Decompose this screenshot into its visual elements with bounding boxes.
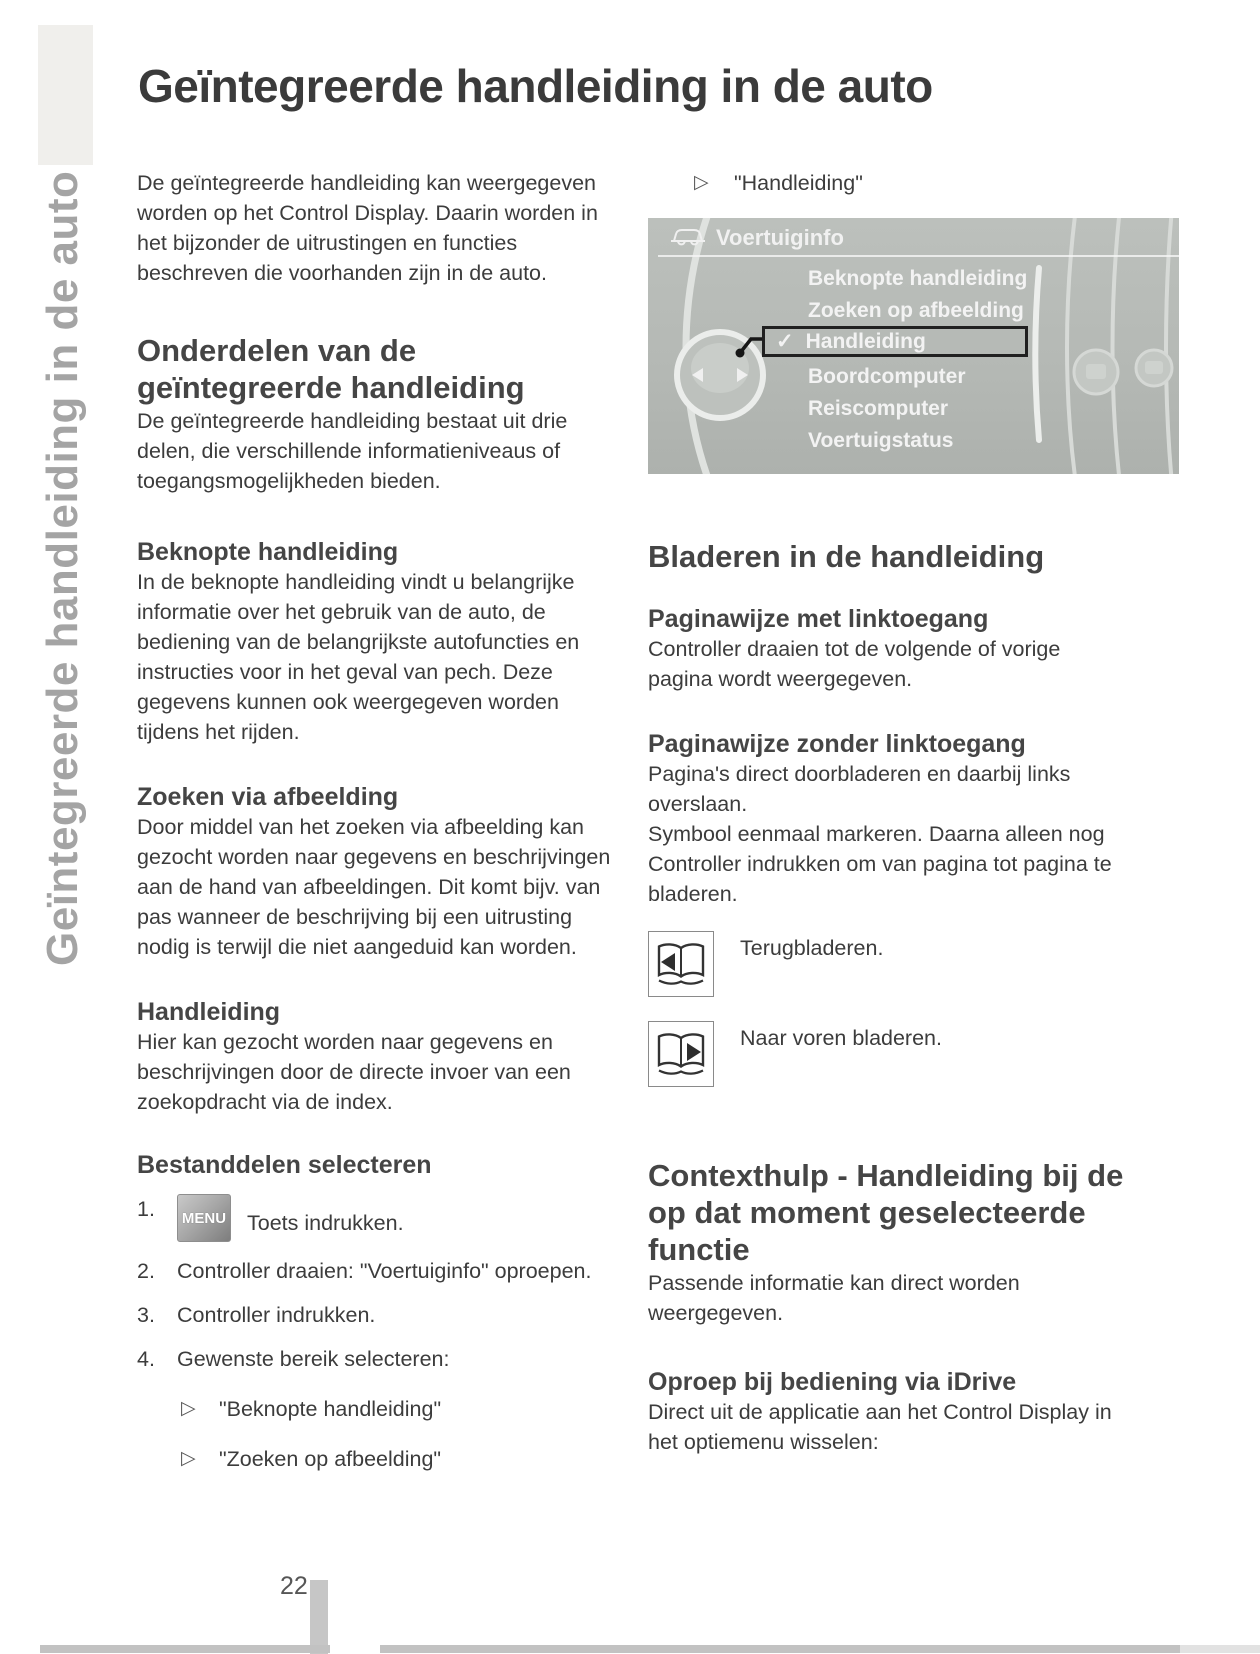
zoeken-paragraph: Door middel van het zoeken via afbeelding kan gezocht worden naar gegevens en beschrijvingen aan de hand van afbeeldingen. Dit komt bijv. van pas wanneer de beschrijving bij een uitrusting nodig is terwijl die niet aangeduid kan worden. <box>137 815 611 959</box>
pag-met-paragraph: Controller draaien tot de volgende of vorige pagina wordt weergegeven. <box>648 637 1061 691</box>
section-heading-onderdelen: Onderdelen van de geïntegreerde handleiding <box>137 333 525 405</box>
section-heading-pag-zonder: Paginawijze zonder linktoegang <box>648 730 1026 758</box>
step-content <box>177 1194 404 1242</box>
page-number: 22 <box>280 1572 308 1600</box>
section-heading-contexthulp: Contexthulp - Handleiding bij de op dat moment geselecteerde functie <box>648 1158 1124 1267</box>
sidebar-chapter-title: Geïntegreerde handleiding in de auto <box>38 170 87 966</box>
left-column <box>137 168 619 1474</box>
step-text: Controller draaien: "Voertuiginfo" oproepen. <box>177 1259 592 1283</box>
step-number: 2. <box>137 1259 155 1283</box>
display-menu-item: Zoeken op afbeelding <box>808 299 1024 322</box>
intro-paragraph: De geïntegreerde handleiding kan weergegeven worden op het Control Display. Daarin worden in het bijzonder de uitrustingen en functies beschreven die voorhanden zijn in de auto. <box>137 171 598 285</box>
page-forward-label: Naar voren bladeren. <box>740 1026 942 1050</box>
selected-item-label: Handleiding <box>805 329 926 353</box>
option-text: "Handleiding" <box>734 171 863 195</box>
display-menu-item: Boordcomputer <box>808 365 966 388</box>
car-icon <box>670 226 706 250</box>
checkmark-icon: ✓ <box>776 330 794 353</box>
page-edge-tab-bar <box>310 1580 328 1654</box>
step-text: Controller indrukken. <box>177 1303 376 1327</box>
right-column <box>648 168 1183 1457</box>
display-header-rule <box>658 255 1179 257</box>
section-heading-oproep: Oproep bij bediening via iDrive <box>648 1368 1017 1396</box>
option-item <box>694 168 1183 198</box>
oproep-paragraph: Direct uit de applicatie aan het Control Display in het optiemenu wisselen: <box>648 1400 1112 1454</box>
display-header-title: Voertuiginfo <box>716 225 844 250</box>
beknopte-paragraph: In de beknopte handleiding vindt u belangrijke informatie over het gebruik van de auto, de bediening van de belangrijkste autofuncties en instructies voor in het geval van pech. Deze gegevens kunnen ook weergegeven worden tijdens het rijden. <box>137 570 580 744</box>
scan-edge-artifact <box>40 1645 330 1653</box>
book-page-back-icon <box>648 931 714 997</box>
triangle-bullet-icon: ▷ <box>694 172 709 193</box>
page-forward-row <box>648 1021 1183 1087</box>
option-item <box>181 1394 619 1424</box>
scan-edge-artifact <box>380 1645 1180 1653</box>
step-text: Gewenste bereik selecteren: <box>177 1347 450 1371</box>
step-item-4 <box>137 1344 619 1374</box>
display-menu-item: Reiscomputer <box>808 397 949 420</box>
option-text: "Zoeken op afbeelding" <box>219 1447 442 1471</box>
step-item-3 <box>137 1300 619 1330</box>
display-menu-item-selected <box>762 326 1028 357</box>
control-display-screenshot <box>648 218 1179 474</box>
step-number: 1. <box>137 1197 155 1221</box>
onderdelen-paragraph: De geïntegreerde handleiding bestaat uit drie delen, die verschillende informatieniveaus of toegangsmogelijkheden bieden. <box>137 409 568 493</box>
pag-zonder-paragraph-2: Symbool eenmaal markeren. Daarna alleen nog Controller indrukken om van pagina tot pagina te bladeren. <box>648 822 1112 906</box>
section-heading-handleiding: Handleiding <box>137 998 281 1026</box>
triangle-bullet-icon: ▷ <box>181 1448 196 1469</box>
step-number: 4. <box>137 1347 155 1371</box>
pag-zonder-paragraph-1: Pagina's direct doorbladeren en daarbij links overslaan. <box>648 762 1071 816</box>
section-heading-beknopte: Beknopte handleiding <box>137 538 399 566</box>
option-text: "Beknopte handleiding" <box>219 1397 442 1421</box>
step-number: 3. <box>137 1303 155 1327</box>
page-back-label: Terugbladeren. <box>740 936 884 960</box>
section-heading-zoeken: Zoeken via afbeelding <box>137 783 399 811</box>
page-title: Geïntegreerde handleiding in de auto <box>138 60 933 112</box>
step-text: Toets indrukken. <box>247 1211 404 1235</box>
display-header <box>670 225 844 251</box>
section-heading-pag-met: Paginawijze met linktoegang <box>648 605 989 633</box>
option-item <box>181 1444 619 1474</box>
section-heading-bestanddelen: Bestanddelen selecteren <box>137 1151 432 1179</box>
triangle-bullet-icon: ▷ <box>181 1398 196 1419</box>
section-heading-bladeren: Bladeren in de handleiding <box>648 539 1045 574</box>
step-item-1 <box>137 1194 619 1242</box>
handleiding-paragraph: Hier kan gezocht worden naar gegevens en beschrijvingen door de directe invoer van een zoekopdracht via de index. <box>137 1030 571 1114</box>
book-page-forward-icon <box>648 1021 714 1087</box>
scan-edge-artifact <box>1180 1645 1260 1653</box>
menu-key-icon: MENU <box>177 1194 231 1242</box>
chapter-edge-tab <box>38 25 93 165</box>
contexthulp-paragraph: Passende informatie kan direct worden weergegeven. <box>648 1271 1020 1325</box>
display-menu-item: Beknopte handleiding <box>808 267 1028 290</box>
display-menu-item: Voertuigstatus <box>808 429 954 452</box>
step-item-2 <box>137 1256 619 1286</box>
page-back-row <box>648 931 1183 997</box>
